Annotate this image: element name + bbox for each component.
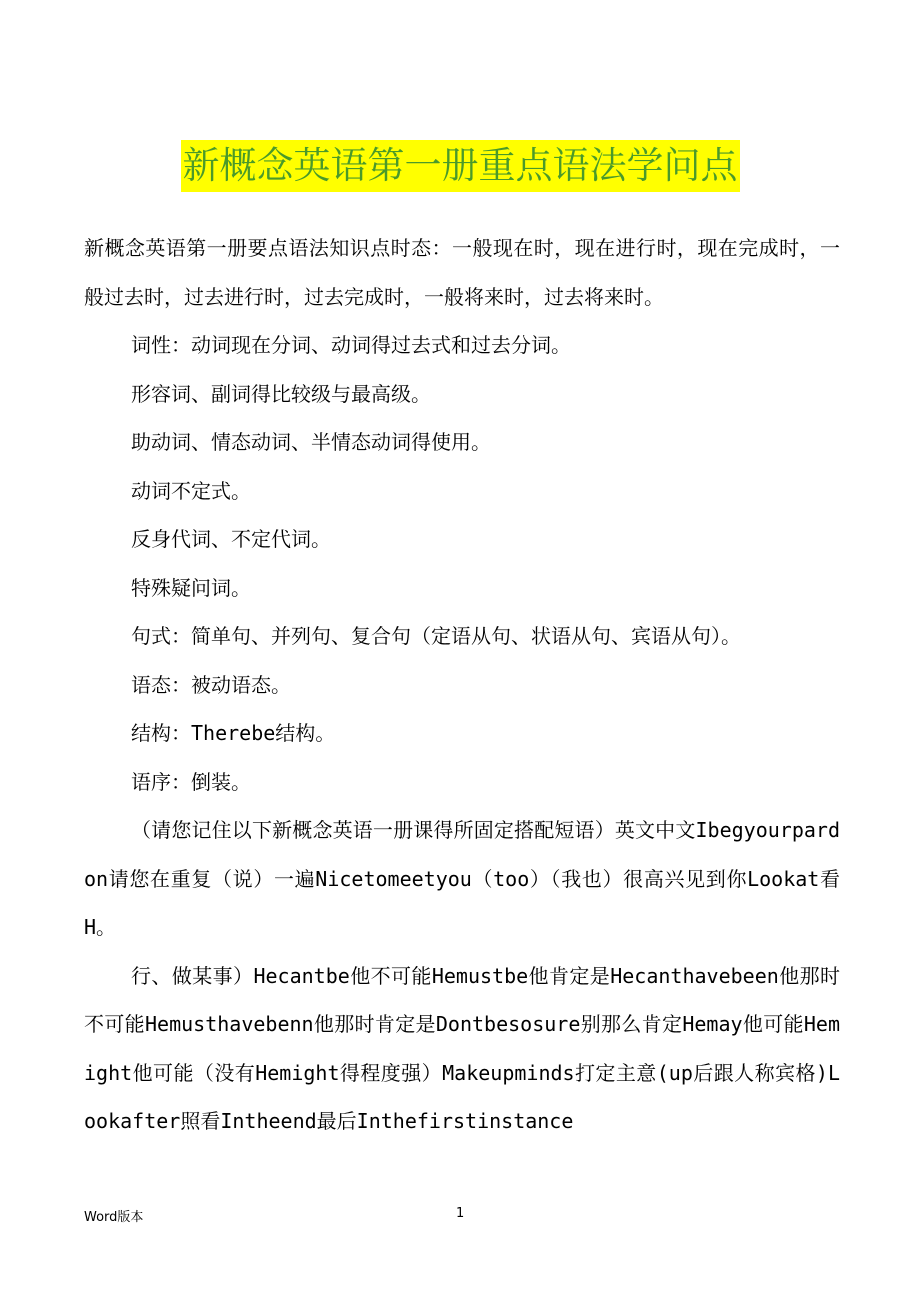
footer-page-number: 1 [456,1206,465,1221]
paragraph-word-class: 词性：动词现在分词、动词得过去式和过去分词。 [131,333,571,357]
paragraph-voice: 语态：被动语态。 [131,672,291,697]
paragraph-auxiliaries: 助动词、情态动词、半情态动词得使用。 [131,430,491,454]
paragraph-sentence-types: 句式：简单句、并列句、复合句（定语从句、状语从句、宾语从句）。 [131,624,741,648]
paragraph-question-words: 特殊疑问词。 [131,575,251,600]
paragraph-pronouns: 反身代词、不定代词。 [131,527,331,551]
paragraph-structure: 结构：Therebe结构。 [131,721,336,745]
paragraph-intro: 新概念英语第一册要点语法知识点时态：一般现在时，现在进行时，现在完成时，一般过去时，过去进行时，过去完成时，一般将来时，过去将来时。 [84,236,840,309]
title-container [0,140,920,192]
document-body [84,224,840,1146]
paragraph-word-order: 语序：倒装。 [131,769,251,794]
footer-source-label: Word版本 [84,1210,144,1225]
paragraph-infinitive: 动词不定式。 [131,478,251,503]
paragraph-phrases-list: 行、做某事）Hecantbe他不可能Hemustbe他肯定是Hecanthavebeen他那时不可能Hemusthavebenn他那时肯定是Dontbesosure别那么肯定Hemay他可能Hemight他可能（没有Hemight得程度强）Makeupminds打定主意(up后跟人称宾格)Lookafter照看Intheend最后Inthefirstinstance [84,963,840,1133]
paragraph-comparatives: 形容词、副词得比较级与最高级。 [131,381,431,406]
paragraph-phrases-intro: （请您记住以下新概念英语一册课得所固定搭配短语）英文中文Ibegyourpardon请您在重复（说）一遍Nicetomeetyou（too）（我也）很高兴见到你Lookat看H。 [84,818,840,939]
document-title: 新概念英语第一册重点语法学问点 [181,140,740,192]
